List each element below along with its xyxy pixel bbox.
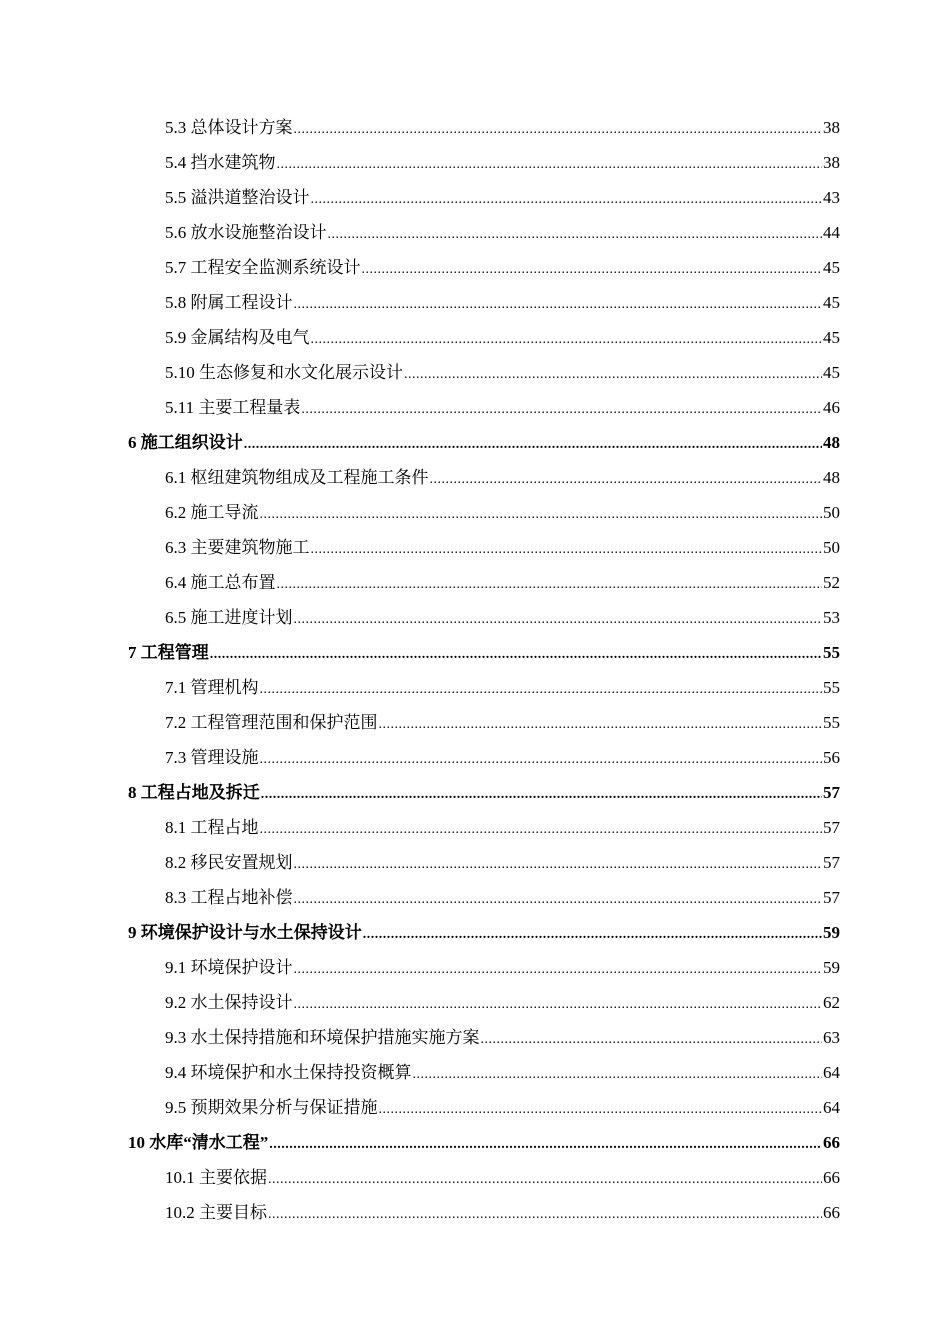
toc-chapter-entry[interactable]	[128, 635, 840, 670]
toc-entry-page: 38	[823, 118, 840, 137]
dot-leader	[379, 1090, 823, 1127]
toc-entry-title: 6.4 施工总布置	[165, 573, 276, 592]
dot-leader	[328, 215, 823, 252]
toc-entry[interactable]	[128, 285, 840, 320]
toc-entry-title: 6 施工组织设计	[128, 433, 243, 452]
toc-entry-title: 8.2 移民安置规划	[165, 853, 293, 872]
dot-leader	[294, 110, 823, 147]
toc-entry-title: 7.2 工程管理范围和保护范围	[165, 713, 378, 732]
toc-entry[interactable]	[128, 565, 840, 600]
toc-entry-page: 57	[823, 783, 840, 802]
toc-entry[interactable]	[128, 985, 840, 1020]
toc-entry-title: 8.1 工程占地	[165, 818, 259, 837]
toc-entry-page: 59	[823, 958, 840, 977]
dot-leader	[430, 460, 823, 497]
toc-chapter-entry[interactable]	[128, 915, 840, 950]
dot-leader	[294, 950, 823, 987]
toc-entry[interactable]	[128, 880, 840, 915]
dot-leader	[362, 250, 823, 287]
toc-entry-page: 45	[823, 363, 840, 382]
dot-leader	[311, 530, 823, 567]
toc-entry-title: 5.4 挡水建筑物	[165, 153, 276, 172]
toc-entry-page: 44	[823, 223, 840, 242]
toc-entry-title: 7.1 管理机构	[165, 678, 259, 697]
toc-entry-title: 10.1 主要依据	[165, 1168, 267, 1187]
dot-leader	[363, 915, 822, 952]
toc-entry-page: 56	[823, 748, 840, 767]
dot-leader	[294, 985, 823, 1022]
toc-entry-page: 64	[823, 1063, 840, 1082]
dot-leader	[379, 705, 823, 742]
toc-entry[interactable]	[128, 145, 840, 180]
toc-entry-title: 9.5 预期效果分析与保证措施	[165, 1098, 378, 1117]
toc-entry[interactable]	[128, 950, 840, 985]
toc-entry-page: 57	[823, 888, 840, 907]
toc-entry[interactable]	[128, 740, 840, 775]
toc-entry-page: 57	[823, 853, 840, 872]
toc-entry-title: 9 环境保护设计与水土保持设计	[128, 923, 362, 942]
toc-entry-page: 63	[823, 1028, 840, 1047]
dot-leader	[260, 740, 823, 777]
toc-entry-title: 7.3 管理设施	[165, 748, 259, 767]
toc-entry-title: 5.10 生态修复和水文化展示设计	[165, 363, 403, 382]
dot-leader	[210, 635, 822, 672]
toc-chapter-entry[interactable]	[128, 775, 840, 810]
toc-entry[interactable]	[128, 810, 840, 845]
toc-entry[interactable]	[128, 600, 840, 635]
toc-entry[interactable]	[128, 530, 840, 565]
dot-leader	[269, 1125, 822, 1162]
dot-leader	[413, 1055, 823, 1092]
toc-entry-title: 6.1 枢纽建筑物组成及工程施工条件	[165, 468, 429, 487]
toc-entry-title: 9.2 水土保持设计	[165, 993, 293, 1012]
toc-entry[interactable]	[128, 180, 840, 215]
toc-entry-title: 5.9 金属结构及电气	[165, 328, 310, 347]
dot-leader	[268, 1160, 822, 1197]
toc-entry-title: 5.7 工程安全监测系统设计	[165, 258, 361, 277]
dot-leader	[260, 495, 823, 532]
toc-entry[interactable]	[128, 460, 840, 495]
toc-entry[interactable]	[128, 390, 840, 425]
toc-entry-title: 5.11 主要工程量表	[165, 398, 301, 417]
toc-entry[interactable]	[128, 1195, 840, 1230]
toc-entry-title: 9.4 环境保护和水土保持投资概算	[165, 1063, 412, 1082]
toc-entry-page: 43	[823, 188, 840, 207]
toc-entry-title: 8 工程占地及拆迁	[128, 783, 260, 802]
toc-entry[interactable]	[128, 495, 840, 530]
dot-leader	[311, 180, 823, 217]
toc-entry[interactable]	[128, 355, 840, 390]
toc-entry-title: 6.2 施工导流	[165, 503, 259, 522]
toc-entry-title: 10 水库“清水工程”	[128, 1133, 269, 1152]
toc-entry-title: 6.5 施工进度计划	[165, 608, 293, 627]
toc-entry-page: 59	[823, 923, 840, 942]
dot-leader	[277, 145, 823, 182]
dot-leader	[260, 810, 823, 847]
toc-entry[interactable]	[128, 1055, 840, 1090]
dot-leader	[244, 425, 822, 462]
toc-entry-title: 8.3 工程占地补偿	[165, 888, 293, 907]
toc-entry[interactable]	[128, 1090, 840, 1125]
toc-entry-page: 52	[823, 573, 840, 592]
toc-entry-title: 5.8 附属工程设计	[165, 293, 293, 312]
dot-leader	[277, 565, 823, 602]
toc-chapter-entry[interactable]	[128, 425, 840, 460]
toc-entry-title: 9.1 环境保护设计	[165, 958, 293, 977]
toc-entry-page: 53	[823, 608, 840, 627]
toc-entry-title: 10.2 主要目标	[165, 1203, 267, 1222]
dot-leader	[481, 1020, 823, 1057]
dot-leader	[261, 775, 822, 812]
toc-entry-page: 55	[823, 643, 840, 662]
dot-leader	[301, 390, 822, 427]
toc-entry-page: 66	[823, 1168, 840, 1187]
toc-entry-title: 6.3 主要建筑物施工	[165, 538, 310, 557]
dot-leader	[404, 355, 822, 392]
toc-entry-page: 64	[823, 1098, 840, 1117]
toc-entry-page: 57	[823, 818, 840, 837]
toc-entry-page: 50	[823, 538, 840, 557]
toc-entry-page: 50	[823, 503, 840, 522]
dot-leader	[294, 600, 823, 637]
toc-entry-page: 48	[823, 468, 840, 487]
toc-entry-page: 45	[823, 258, 840, 277]
toc-entry[interactable]	[128, 1160, 840, 1195]
toc-entry[interactable]	[128, 1020, 840, 1055]
toc-entry-page: 45	[823, 328, 840, 347]
toc-entry[interactable]	[128, 705, 840, 740]
toc-entry-page: 55	[823, 713, 840, 732]
toc-entry-title: 5.3 总体设计方案	[165, 118, 293, 137]
toc-entry[interactable]	[128, 110, 840, 145]
toc-entry-page: 55	[823, 678, 840, 697]
toc-entry-title: 5.5 溢洪道整治设计	[165, 188, 310, 207]
dot-leader	[294, 880, 823, 917]
dot-leader	[260, 670, 823, 707]
dot-leader	[294, 285, 823, 322]
table-of-contents	[128, 110, 840, 1230]
toc-entry-title: 9.3 水土保持措施和环境保护措施实施方案	[165, 1028, 480, 1047]
dot-leader	[294, 845, 823, 882]
toc-entry-title: 7 工程管理	[128, 643, 209, 662]
toc-entry[interactable]	[128, 320, 840, 355]
dot-leader	[268, 1195, 822, 1232]
toc-entry-title: 5.6 放水设施整治设计	[165, 223, 327, 242]
toc-entry[interactable]	[128, 250, 840, 285]
dot-leader	[311, 320, 823, 357]
toc-entry-page: 66	[823, 1203, 840, 1222]
toc-entry[interactable]	[128, 215, 840, 250]
toc-entry-page: 46	[823, 398, 840, 417]
toc-entry-page: 62	[823, 993, 840, 1012]
toc-entry[interactable]	[128, 845, 840, 880]
toc-entry-page: 38	[823, 153, 840, 172]
toc-entry[interactable]	[128, 670, 840, 705]
toc-entry-page: 45	[823, 293, 840, 312]
toc-entry-page: 66	[823, 1133, 840, 1152]
toc-entry-page: 48	[823, 433, 840, 452]
toc-chapter-entry[interactable]	[128, 1125, 840, 1160]
